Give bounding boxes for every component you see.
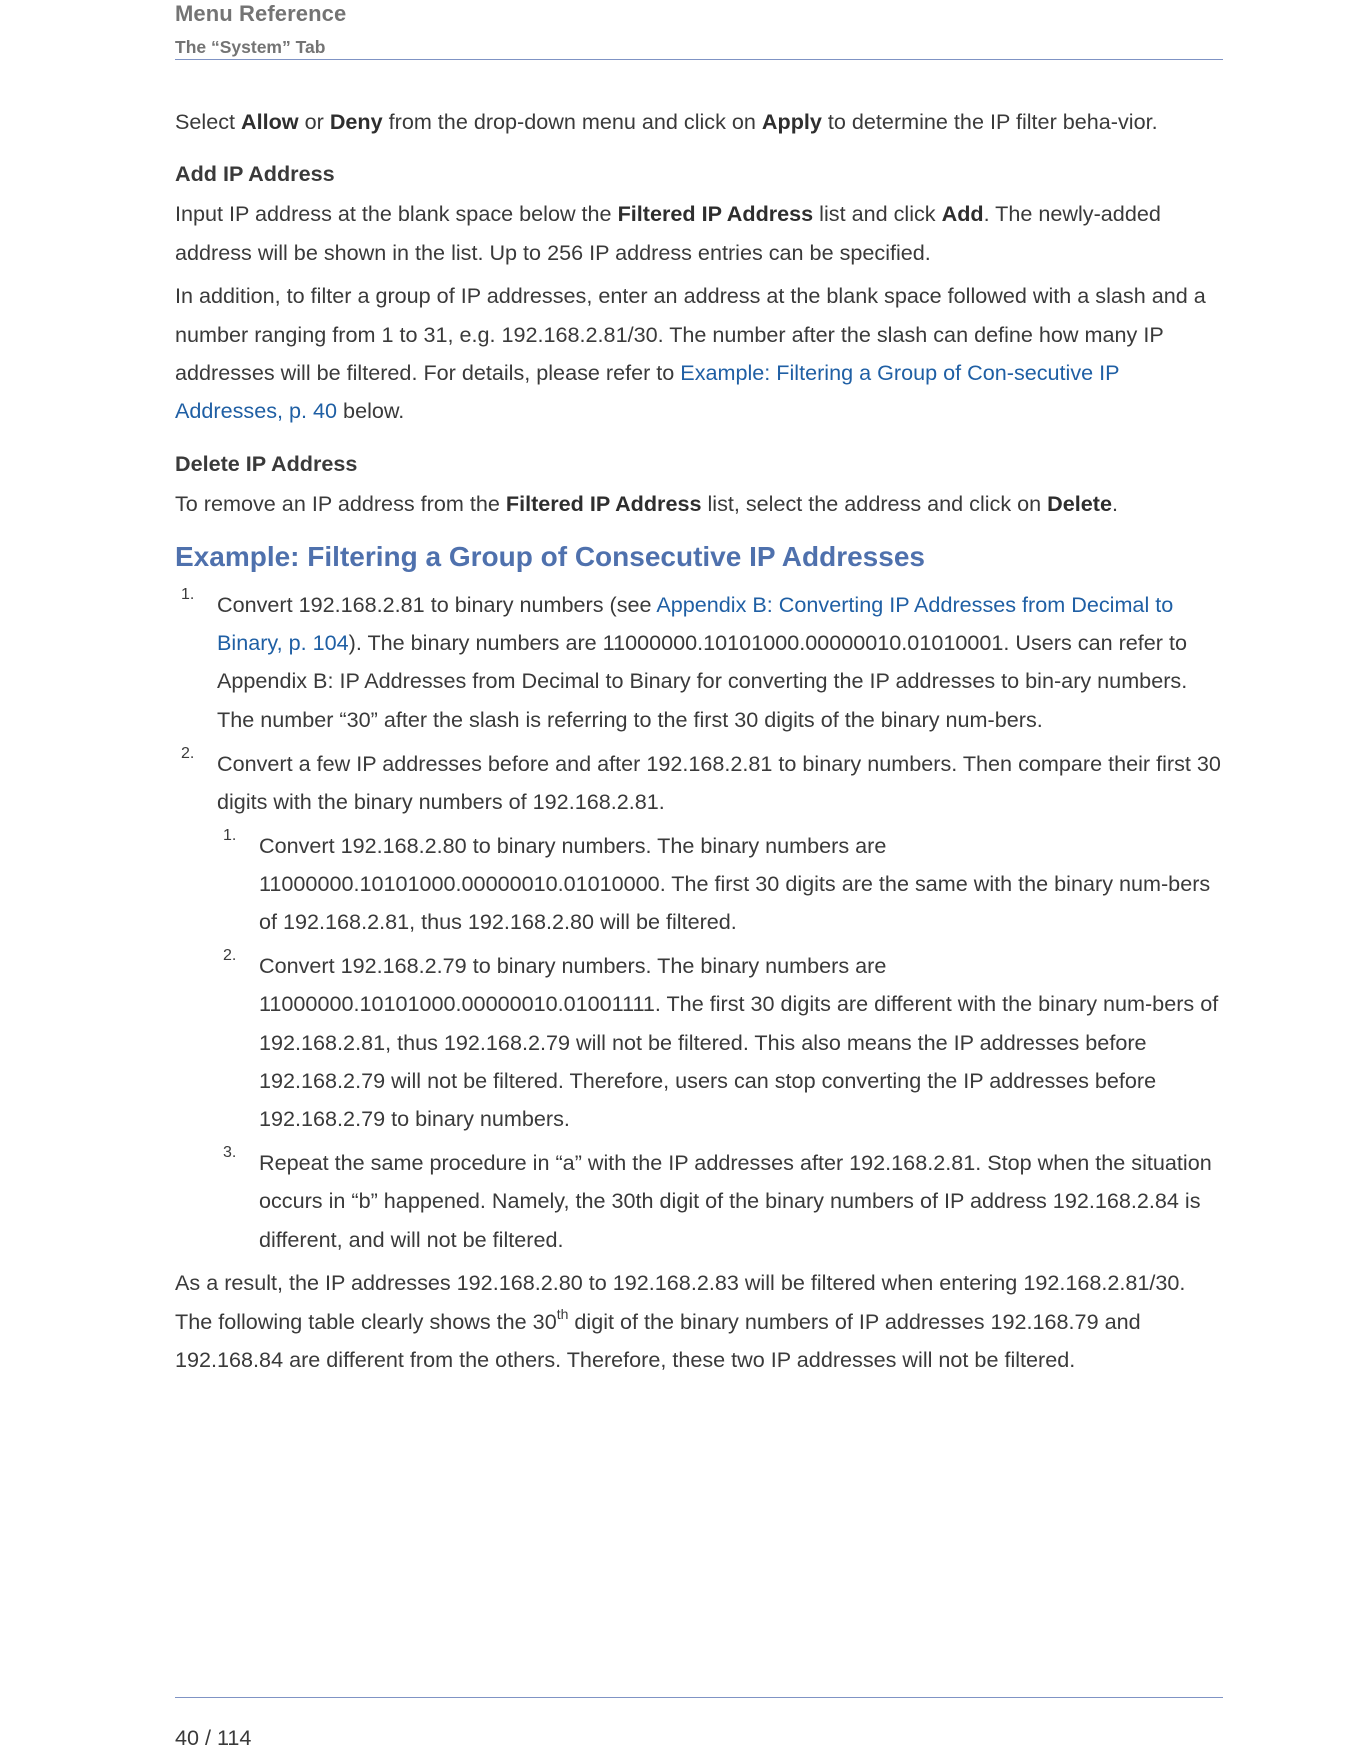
manual-page xyxy=(175,0,1223,1761)
text-span: . xyxy=(1111,490,1118,516)
list-item xyxy=(217,947,1223,1138)
list-item-number: 2. xyxy=(223,947,237,965)
example-crossref-link[interactable]: Example: Filtering a Group of Con-secutive IP Addresses, p. 40 xyxy=(175,359,1120,424)
list-item xyxy=(175,745,1223,1259)
text-span: In addition, to filter a group of IP addresses, enter an address at the blank space followed with a slash and a number ranging from 1 to 31, e.g. 192.168.2.81/30. The number after the slash can define how many IP addresses will be filtered. For details, please refer to xyxy=(175,283,1206,385)
result-paragraph xyxy=(175,1264,1223,1379)
text-span: or xyxy=(298,109,330,134)
header-divider xyxy=(175,59,1223,60)
footer-divider xyxy=(175,1697,1223,1698)
text-span: ). The binary numbers are 11000000.10101000.00000010.01010001. Users can refer to Appendix B: IP Addresses from Decimal to Binary for converting the IP addresses to bin-ary numbers. The number “30” after the slash is referring to the first 30 digits of the binary num-bers. xyxy=(217,630,1188,732)
list-item xyxy=(217,1144,1223,1259)
list-item-number: 2. xyxy=(181,744,195,762)
text-span: As a result, the IP addresses 192.168.2.80 to 192.168.2.83 will be filtered when entering 192.168.2.81/30. The following table clearly shows the 30 xyxy=(175,1270,1186,1334)
list-item-text: Convert a few IP addresses before and after 192.168.2.81 to binary numbers. Then compare their first 30 digits with the binary numbers of 192.168.2.81. xyxy=(217,750,1221,814)
text-span: list, select the address and click on xyxy=(701,490,1048,516)
group-filter-paragraph xyxy=(175,277,1223,430)
list-item xyxy=(217,827,1223,942)
term-allow: Allow xyxy=(241,109,299,134)
text-span: to determine the IP filter beha-vior. xyxy=(821,109,1158,134)
list-item xyxy=(175,586,1223,739)
text-span: Convert 192.168.2.81 to binary numbers (see xyxy=(217,591,657,617)
text-span: Select xyxy=(175,109,242,134)
example-steps-list xyxy=(175,586,1223,1259)
text-span: Input IP address at the blank space below the xyxy=(175,201,618,227)
page-number: 40 / 114 xyxy=(175,1725,252,1750)
term-filtered-ip-address: Filtered IP Address xyxy=(617,201,814,227)
list-item-text: Convert 192.168.2.80 to binary numbers. The binary numbers are 11000000.10101000.00000010.01010000. The first 30 digits are the same with the binary num-bers of 192.168.2.81, thus 192.168.2.80 will be filtered. xyxy=(259,832,1211,935)
text-span: list and click xyxy=(813,201,942,227)
term-filtered-ip-address: Filtered IP Address xyxy=(505,490,702,516)
text-span: from the drop-down menu and click on xyxy=(382,109,762,134)
list-item-text: Convert 192.168.2.79 to binary numbers. The binary numbers are 11000000.10101000.00000010.01001111. The first 30 digits are different with the binary num-bers of 192.168.2.81, thus 192.168.2.79 will not be filtered. This also means the IP addresses before 192.168.2.79 will not be filtered. Therefore, users can stop converting the IP addresses before 192.168.2.79 to binary numbers. xyxy=(259,953,1219,1132)
list-item-number: 1. xyxy=(223,826,237,844)
running-header-subsection: The “System” Tab xyxy=(175,37,326,57)
intro-paragraph xyxy=(175,103,1223,141)
add-ip-paragraph xyxy=(175,195,1223,272)
term-add: Add xyxy=(941,201,984,227)
appendix-b-link[interactable]: Appendix B: Converting IP Addresses from Decimal to Binary, p. 104 xyxy=(217,591,1174,656)
list-item-text: Repeat the same procedure in “a” with the IP addresses after 192.168.2.81. Stop when the situation occurs in “b” happened. Namely, the 30th digit of the binary numbers of IP address 192.168.2.84 is different, and will not be filtered. xyxy=(259,1150,1212,1252)
list-item-text xyxy=(217,586,1223,739)
list-item-number: 3. xyxy=(223,1144,237,1162)
superscript-th: th xyxy=(556,1305,569,1322)
delete-ip-paragraph xyxy=(175,485,1223,523)
example-section-heading: Example: Filtering a Group of Consecutive IP Addresses xyxy=(175,540,925,572)
term-delete: Delete xyxy=(1047,490,1112,516)
list-item-number: 1. xyxy=(181,585,195,603)
add-ip-heading: Add IP Address xyxy=(175,161,335,187)
text-span: . The newly-added address will be shown in the list. Up to 256 IP address entries can be specified. xyxy=(175,201,1161,265)
text-span: digit of the binary numbers of IP addresses 192.168.79 and 192.168.84 are different from the others. Therefore, these two IP addresses will not be filtered. xyxy=(175,1308,1141,1373)
page-body xyxy=(175,103,1223,1385)
term-deny: Deny xyxy=(329,109,383,134)
term-apply: Apply xyxy=(761,109,822,134)
text-span: below. xyxy=(337,398,405,424)
delete-ip-heading: Delete IP Address xyxy=(175,450,358,476)
sub-steps-list xyxy=(217,827,1223,1259)
text-span: To remove an IP address from the xyxy=(175,490,506,516)
running-header-section: Menu Reference xyxy=(175,1,347,26)
